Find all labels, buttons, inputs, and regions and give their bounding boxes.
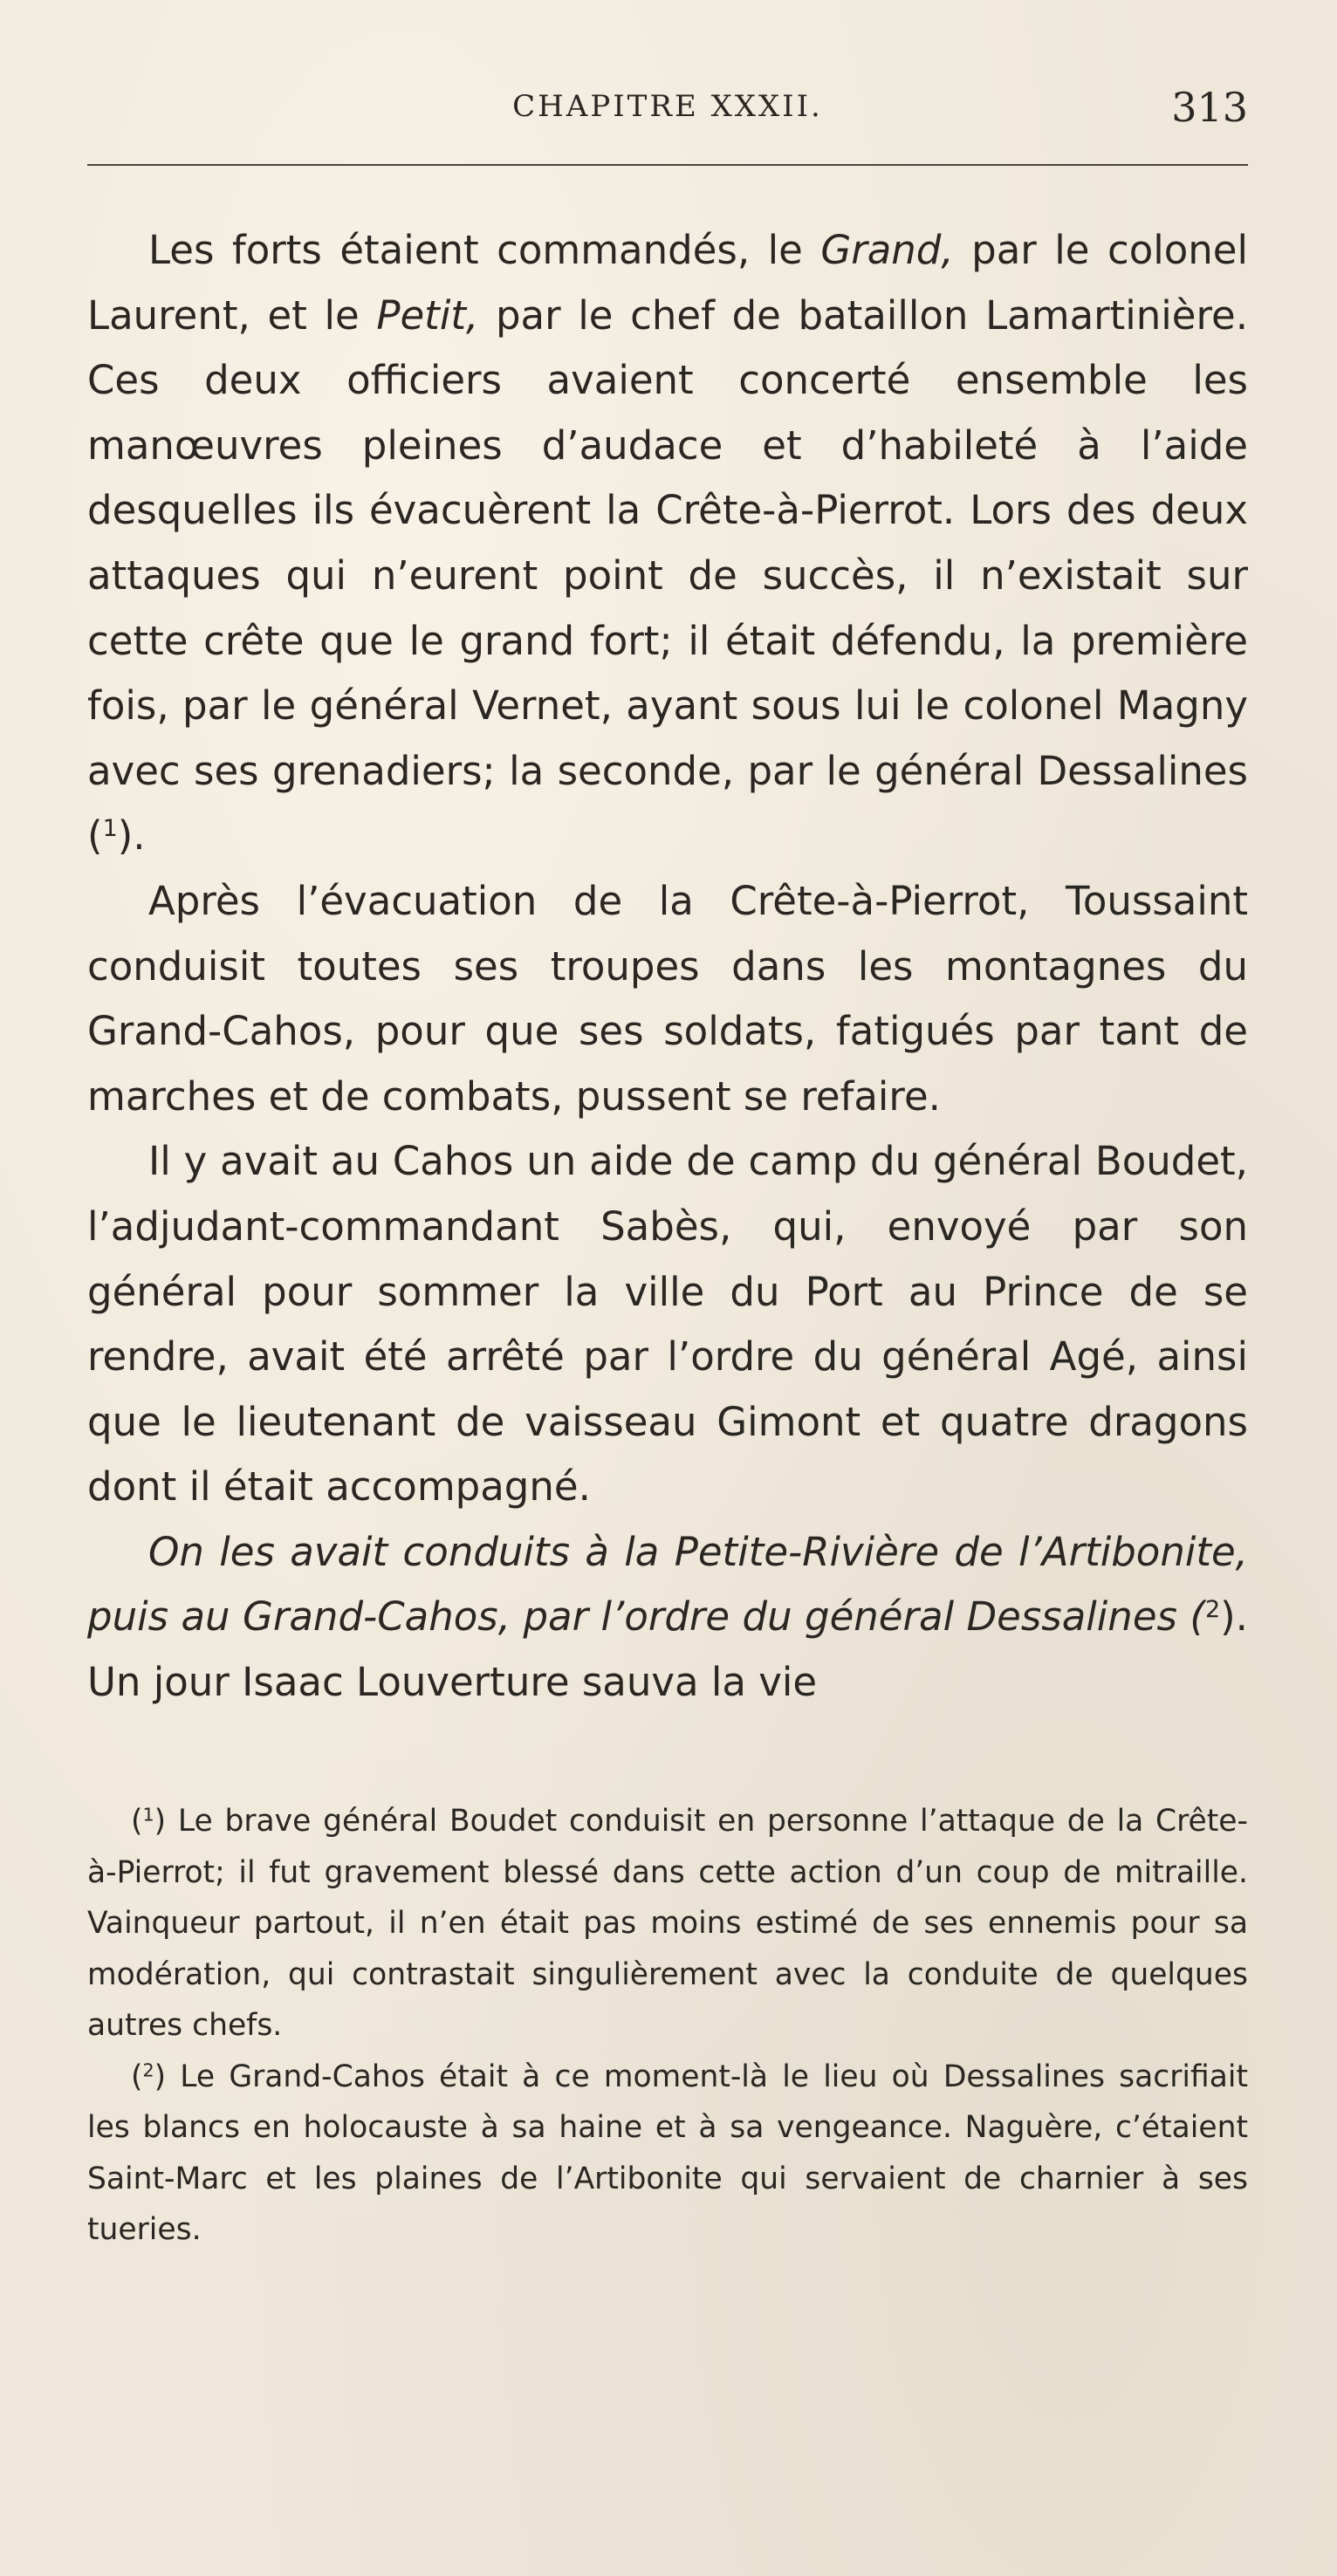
paragraph-4 [87, 1520, 1248, 1716]
footnote-2-mark: 2 [142, 2059, 154, 2081]
footnote-ref-1: 1 [102, 815, 118, 843]
footnote-1: ($^1$) Le brave général Boudet conduisit en personne l’attaque de la Crête-à-Pierrot; il fut gravement blessé dans cette action d’un coup de mitraille. Vainqueur partout, il n’en était pas moins estimé de ses ennemis pour sa modération, qui contrastait singulièrement avec la conduite de quelques autres chefs. [87, 1804, 1248, 2043]
paragraph-1-italic-petit: Petit, [376, 291, 479, 339]
footnote-1-text: Le brave général Boudet conduisit en personne l’attaque de la Crête-à-Pierrot; il fut gravement blessé dans cette action d’un coup de mitraille. Vainqueur partout, il n’en était pas moins estimé de ses ennemis pour sa modération, qui contrastait singulièrement avec la conduite de quelques autres chefs. [87, 1804, 1248, 2043]
footnotes [87, 1796, 1248, 2256]
footnote-2: ($^2$) Le Grand-Cahos était à ce moment-là le lieu où Dessalines sacrifiait les blancs en holocauste à sa haine et à sa vengeance. Naguère, c’étaient Saint-Marc et les plaines de l’Artibonite qui servaient de charnier à ses tueries. [87, 2059, 1248, 2247]
header-rule [87, 164, 1248, 166]
paragraph-2: Après l’évacuation de la Crête-à-Pierrot, Toussaint conduisit toutes ses troupes dans les montagnes du Grand-Cahos, pour que ses soldats, fatigués par tant de marches et de combats, pussent se refaire. [87, 877, 1248, 1120]
running-head [87, 84, 1248, 136]
paragraph-4-italic-lead: On les avait conduits à la Petite-Rivière de l’Artibonite, puis au Grand-Cahos, par l’ordre du général Dessalines ( [87, 1528, 1248, 1641]
paragraph-1 [87, 218, 1248, 869]
paragraph-3: Il y avait au Cahos un aide de camp du général Boudet, l’adjudant-commandant Sabès, qui, envoyé par son général pour sommer la ville du Port au Prince de se rendre, avait été arrêté par l’ordre du général Agé, ainsi que le lieutenant de vaisseau Gimont et quatre dragons dont il était accompagné. [87, 1138, 1248, 1511]
body-text [87, 218, 1248, 1716]
paragraph-1-text-c: par le chef de bataillon Lamartinière. Ces deux officiers avaient concerté ensemble les manœuvres pleines d’audace et d’habileté à l’aide desquelles ils évacuèrent la Crête-à-Pierrot. Lors des deux attaques qui n’eurent point de succès, il n’existait sur cette crête que le grand fort; il était défendu, la première fois, par le général Vernet, ayant sous lui le colonel Magny avec ses grenadiers; la seconde, par le général Dessalines ( [87, 291, 1248, 860]
footnote-1-mark: 1 [142, 1804, 154, 1826]
paragraph-1-text-d: ). [117, 812, 146, 860]
paragraph-1-italic-grand: Grand, [820, 227, 954, 273]
paragraph-1-text-a: Les forts étaient commandés, le [148, 227, 821, 273]
footnote-ref-2: 2 [1204, 1596, 1221, 1624]
page-number: 313 [1171, 84, 1248, 131]
paragraph-1-text-b: par le colonel Laurent, et le [87, 227, 1248, 339]
chapter-title: CHAPITRE XXXII. [512, 89, 823, 124]
paragraph-4-text: ). Un jour Isaac Louverture sauva la vie [87, 1593, 1248, 1706]
footnote-2-text: Le Grand-Cahos était à ce moment-là le lieu où Dessalines sacrifiait les blancs en holocauste à sa haine et à sa vengeance. Naguère, c’étaient Saint-Marc et les plaines de l’Artibonite qui servaient de charnier à ses tueries. [87, 2059, 1248, 2247]
